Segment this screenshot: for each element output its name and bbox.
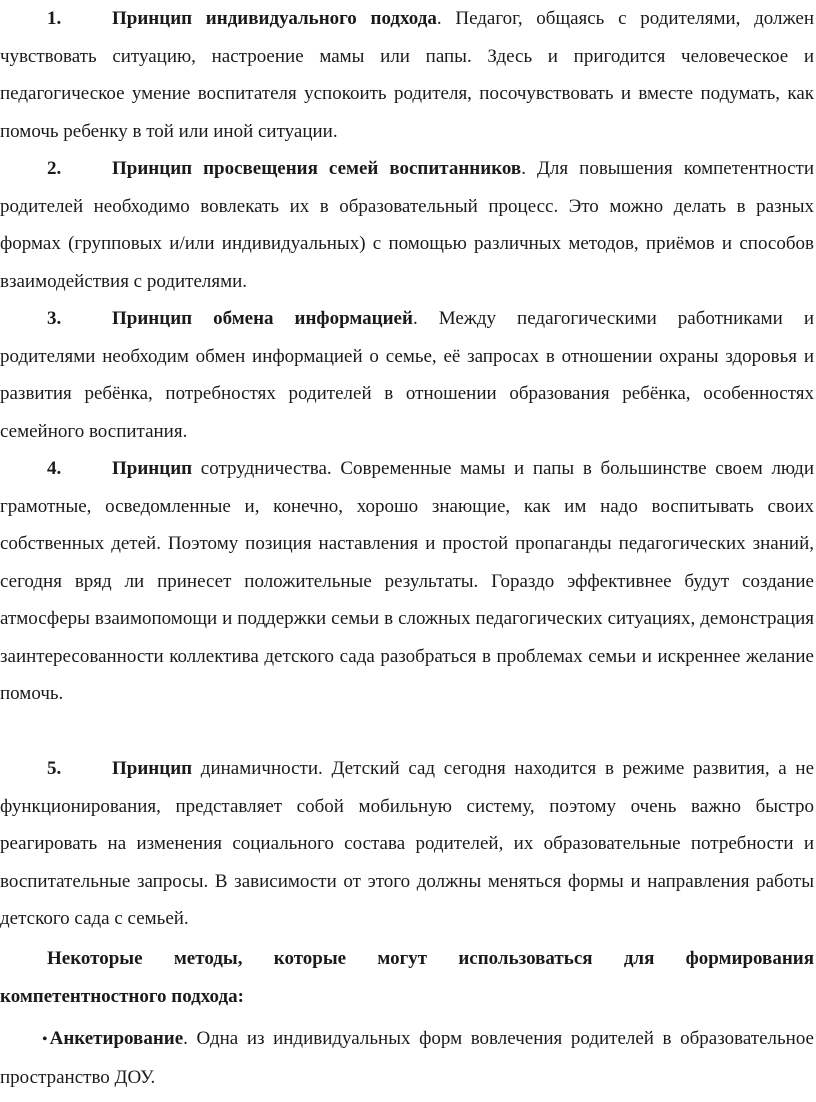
- method-list-item: [0, 1020, 814, 1096]
- principle-paragraph: [0, 150, 814, 300]
- principle-number: 3.: [47, 308, 62, 329]
- principle-text: динамичности. Детский сад сегодня находится в режиме развития, а не функционирования, представляет собой мобильную систему, поэтому очень важно быстро реагировать на изменения социального состава родителей, их образовательные потребности и воспитательные запросы. В зависимости от этого должны меняться формы и направления работы детского сада с семьей.: [0, 758, 814, 929]
- principle-text: Между педагогическими работниками и родителями необходим обмен информацией о семье, её запросах в отношении охраны здоровья и развития ребёнка, потребностях родителей в отношении образования ребёнка, особенностях семейного воспитания.: [0, 308, 814, 442]
- principle-title: Принцип: [112, 758, 193, 779]
- principle-number: 5.: [47, 758, 62, 779]
- methods-heading: Некоторые методы, которые могут использоваться для формирования компетентностного подхода:: [0, 948, 814, 1007]
- principle-title: Принцип: [112, 458, 193, 479]
- method-title: Анкетирование: [49, 1028, 184, 1049]
- method-text: . Одна из индивидуальных форм вовлечения родителей в образовательное пространство ДОУ.: [0, 1028, 814, 1088]
- principle-text: сотрудничества. Современные мамы и папы в большинстве своем люди грамотные, осведомленные и, конечно, хорошо знающие, как им надо воспитывать своих собственных детей. Поэтому позиция наставления и простой пропаганды педагогических знаний, сегодня вряд ли принесет положительные результаты. Гораздо эффективнее будут создание атмосферы взаимопомощи и поддержки семьи в сложных педагогических ситуациях, демонстрация заинтересованности коллектива детского сада разобраться в проблемах семьи и искреннее желание помочь.: [0, 458, 814, 704]
- bullet-icon: •: [42, 1031, 48, 1048]
- principle-title-end: .: [521, 158, 526, 179]
- principle-paragraph: [0, 750, 814, 938]
- principle-paragraph: [0, 300, 814, 450]
- principle-title: Принцип индивидуального подхода: [112, 8, 437, 29]
- principle-title-end: .: [412, 308, 418, 329]
- principle-paragraph: [0, 0, 814, 150]
- principle-number: 4.: [47, 458, 62, 479]
- principle-title: Принцип просвещения семей воспитанников: [112, 158, 522, 179]
- principle-text: Педагог, общаясь с родителями, должен чувствовать ситуацию, настроение мамы или папы. Здесь и пригодится человеческое и педагогическое умение воспитателя успокоить родителя, посочувствовать и вместе подумать, как помочь ребенку в той или иной ситуации.: [0, 8, 814, 142]
- principle-title-end: .: [436, 8, 442, 29]
- principle-text: Для повышения компетентности родителей необходимо вовлекать их в образовательный процесс. Это можно делать в разных формах (групповых и/или индивидуальных) с помощью различных методов, приёмов и способов взаимодействия с родителями.: [0, 158, 814, 292]
- principle-number: 1.: [47, 8, 62, 29]
- principle-title: Принцип обмена информацией: [112, 308, 413, 329]
- principle-number: 2.: [47, 158, 62, 179]
- principle-paragraph: [0, 450, 814, 713]
